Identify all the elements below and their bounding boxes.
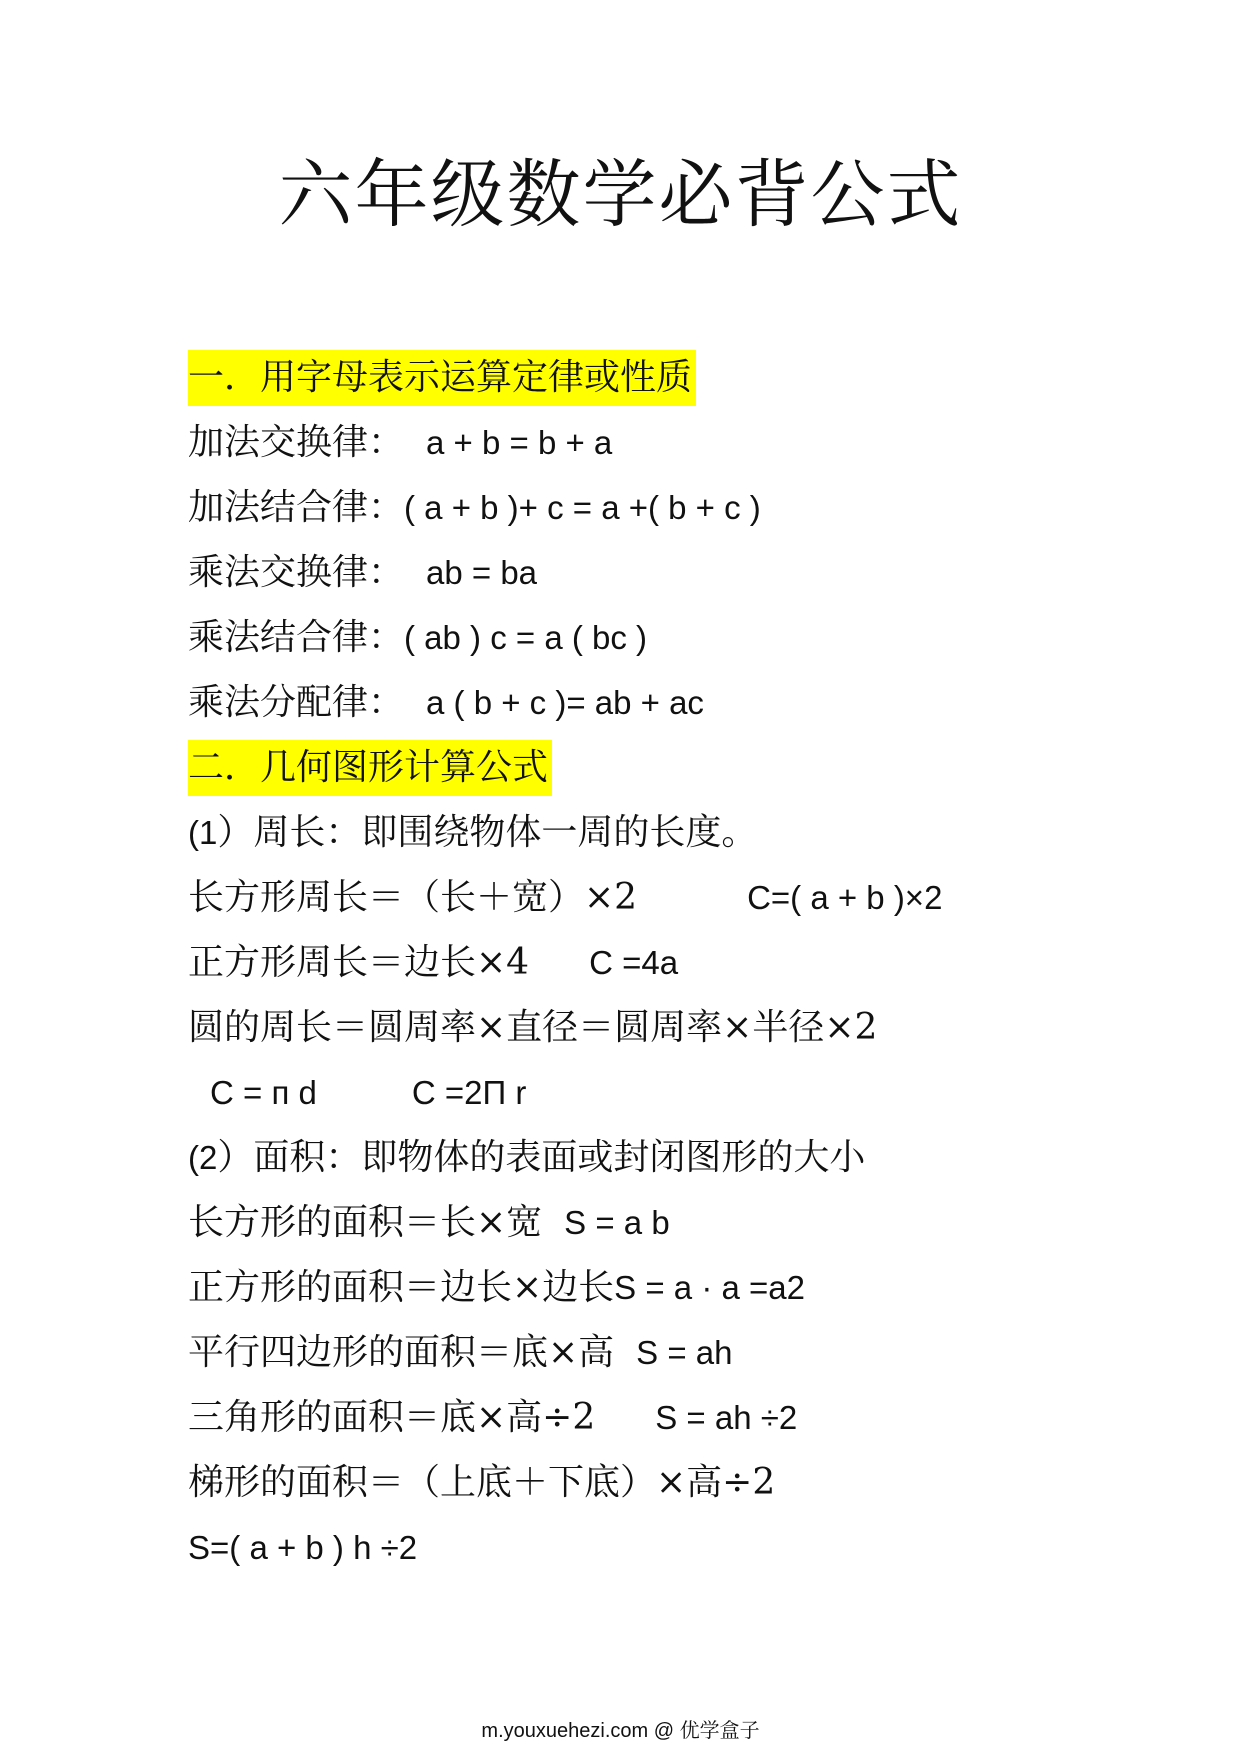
law-formula: a ( b + c )= ab + ac — [426, 684, 704, 721]
area-intro — [188, 1125, 1188, 1190]
triangle-area-line — [188, 1385, 1188, 1450]
formula-expression: S = ah — [636, 1334, 733, 1371]
formula-text: 长方形周长＝（长＋宽）×2 — [188, 877, 638, 918]
law-line — [188, 410, 1188, 475]
intro-text: ）周长：即围绕物体一周的长度。 — [217, 812, 758, 853]
law-line — [188, 475, 1188, 540]
formula-text: 正方形周长＝边长×4 — [188, 942, 530, 983]
formula-expression: C = п d — [210, 1074, 317, 1111]
formula-expression: S = a b — [564, 1204, 670, 1241]
formula-text: 正方形的面积＝边长×边长 — [188, 1267, 615, 1308]
item-number: (2 — [188, 1139, 218, 1176]
formula-expression: C =2П r — [411, 1074, 527, 1111]
section-heading-2 — [188, 735, 1188, 800]
formula-expression: C =4a — [589, 944, 679, 981]
circle-perimeter-line — [188, 995, 1188, 1060]
law-line — [188, 540, 1188, 605]
trapezoid-formula-line — [188, 1515, 1188, 1580]
law-label: 乘法结合律： — [188, 617, 405, 658]
law-label: 加法结合律： — [188, 487, 405, 528]
law-label: 加法交换律： — [188, 422, 405, 463]
formula-content — [188, 345, 1188, 1580]
law-label: 乘法分配律： — [188, 682, 405, 723]
formula-text: 三角形的面积＝底×高÷2 — [188, 1397, 596, 1438]
square-perimeter-line — [188, 930, 1188, 995]
footer-watermark: m.youxuehezi.com @ 优学盒子 — [481, 1720, 760, 1742]
law-formula: ( a + b )+ c = a +( b + c ) — [404, 489, 761, 526]
law-line — [188, 605, 1188, 670]
law-formula: a + b = b + a — [426, 424, 613, 461]
formula-text: 长方形的面积＝长×宽 — [188, 1202, 543, 1243]
formula-expression: S = ah ÷2 — [655, 1399, 798, 1436]
square-area-line — [188, 1255, 1188, 1320]
highlighted-heading: 一．用字母表示运算定律或性质 — [188, 350, 696, 406]
page-title: 六年级数学必背公式 — [278, 152, 963, 238]
item-number: (1 — [188, 814, 218, 851]
intro-text: ）面积：即物体的表面或封闭图形的大小 — [217, 1137, 866, 1178]
parallelogram-area-line — [188, 1320, 1188, 1385]
formula-text: 梯形的面积＝（上底＋下底）×高÷2 — [188, 1462, 776, 1503]
rect-perimeter-line — [188, 865, 1188, 930]
law-formula: ab = ba — [426, 554, 538, 591]
section-heading-1 — [188, 345, 1188, 410]
formula-text: 平行四边形的面积＝底×高 — [188, 1332, 615, 1373]
perimeter-intro — [188, 800, 1188, 865]
trapezoid-area-line — [188, 1450, 1188, 1515]
rect-area-line — [188, 1190, 1188, 1255]
formula-expression: C=( a + b )×2 — [747, 879, 943, 916]
highlighted-heading: 二．几何图形计算公式 — [188, 740, 552, 796]
formula-expression: S=( a + b ) h ÷2 — [188, 1529, 418, 1566]
law-line — [188, 670, 1188, 735]
law-formula: ( ab ) c = a ( bc ) — [404, 619, 648, 656]
circle-formula-line — [188, 1060, 1188, 1125]
formula-text: 圆的周长＝圆周率×直径＝圆周率×半径×2 — [188, 1007, 878, 1048]
law-label: 乘法交换律： — [188, 552, 405, 593]
formula-expression: S = a · a =a2 — [614, 1269, 805, 1306]
